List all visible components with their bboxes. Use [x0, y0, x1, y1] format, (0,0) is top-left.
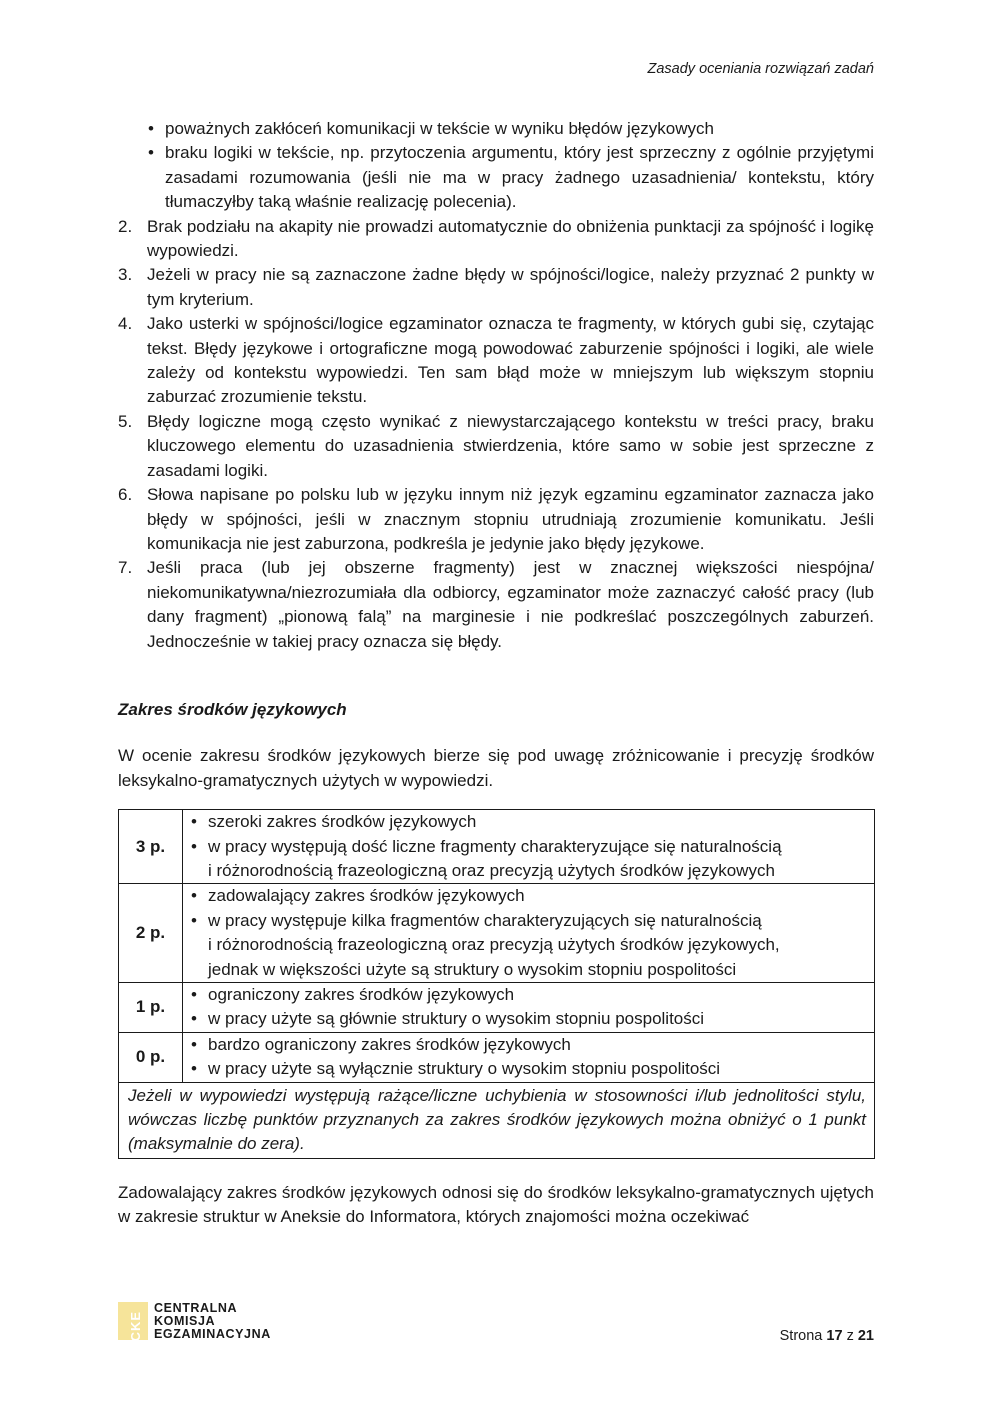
bullet-icon: • [148, 119, 154, 138]
description-cell: • zadowalający zakres środków językowych • w pracy występuje kilka fragmentów charakteryzujących się naturalnością i różnorodnością frazeologiczną oraz precyzją użytych środków językowych, jednak w większości użyte są struktury o wysokim stopniu pospolitości [183, 884, 875, 983]
numbered-list [118, 215, 874, 654]
bullet-list [118, 117, 874, 215]
page-number: Strona 17 z 21 [779, 1328, 874, 1344]
logo-mark: CKE [118, 1302, 148, 1340]
numbered-item: 3. Jeżeli w pracy nie są zaznaczone żadne błędy w spójności/logice, należy przyznać 2 punkty w tym kryterium. [118, 265, 874, 309]
bullet-icon: • [191, 836, 197, 856]
table-row [119, 1032, 875, 1082]
bullet-icon: • [191, 1034, 197, 1054]
bullet-item: • poważnych zakłóceń komunikacji w tekście w wyniku błędów językowych [165, 117, 874, 141]
section-title: Zakres środków językowych [118, 699, 347, 719]
bullet-icon: • [191, 1009, 197, 1029]
points-cell: 2 p. [119, 884, 183, 983]
table-note-row [119, 1082, 875, 1158]
bullet-icon: • [191, 812, 197, 832]
bullet-item: • braku logiki w tekście, np. przytoczenia argumentu, który jest sprzeczny z ogólnie przyjętymi zasadami rozumowania (jeśli nie ma w pracy żadnego uzasadnienia/ kontekstu, który tłumaczyłby taką właśnie realizację polecenia). [148, 143, 874, 212]
bullet-icon: • [191, 985, 197, 1004]
bullet-icon: • [191, 910, 197, 930]
numbered-item: 6. Słowa napisane po polsku lub w języku innym niż język egzaminu egzaminator zaznacza jako błędy w spójności, jeśli w znacznym stopniu utrudniają zrozumienie komunikatu. Jeśli komunikacja nie jest zaburzona, podkreśla je jedynie jako błędy językowe. [118, 485, 874, 553]
description-cell: • szeroki zakres środków językowych • w pracy występują dość liczne fragmenty charakteryzujące się naturalnością i różnorodnością frazeologiczną oraz precyzją użytych środków językowych [183, 810, 875, 884]
table-row [119, 983, 875, 1033]
page-content [118, 117, 874, 1230]
numbered-item: 7. Jeśli praca (lub jej obszerne fragmenty) jest w znacznej większości niespójna/ niekomunikatywna/niezrozumiała dla odbiorcy, egzaminator może zaznaczyć całość pracy (lub dany fragment) „pionową falą” na marginesie i nie podkreślać poszczególnych zaburzeń. Jednocześnie w takiej pracy oznacza się błędy. [118, 558, 874, 651]
outro-paragraph: Zadowalający zakres środków językowych odnosi się do środków leksykalno-gramatycznych ujętych w zakresie struktur w Aneksie do Informatora, których znajomości można oczekiwać [118, 1182, 874, 1227]
bullet-icon: • [191, 1059, 197, 1079]
points-cell: 0 p. [119, 1032, 183, 1082]
numbered-item: 2. Brak podziału na akapity nie prowadzi automatycznie do obniżenia punktacji za spójność i logikę wypowiedzi. [118, 216, 874, 261]
cke-logo [118, 1302, 271, 1340]
numbered-item: 5. Błędy logiczne mogą często wynikać z niewystarczającego kontekstu w treści pracy, braku kluczowego elementu do uzasadnienia stwierdzenia, które samo w sobie jest sprzeczne z zasadami logiki. [118, 411, 874, 480]
section-intro: W ocenie zakresu środków językowych bierze się pod uwagę zróżnicowanie i precyzję środków leksykalno-gramatycznych użytych w wypowiedzi. [118, 746, 874, 790]
criteria-table [118, 809, 875, 1159]
points-cell: 3 p. [119, 810, 183, 884]
bullet-icon: • [148, 143, 154, 163]
description-cell: • ograniczony zakres środków językowych • w pracy użyte są głównie struktury o wysokim stopniu pospolitości [183, 983, 875, 1033]
logo-text: CENTRALNA KOMISJA EGZAMINACYJNA [154, 1300, 271, 1341]
table-row [119, 884, 875, 983]
numbered-item: 4. Jako usterki w spójności/logice egzaminator oznacza te fragmenty, w których gubi się, czytając tekst. Błędy językowe i ortograficzne mogą powodować zaburzenie spójności i logiki, ale wiele zależy od kontekstu wypowiedzi. Ten sam błąd może w mniejszym lub większym stopniu zaburzać zrozumienie tekstu. [118, 314, 874, 407]
description-cell: • bardzo ograniczony zakres środków językowych • w pracy użyte są wyłącznie struktury o wysokim stopniu pospolitości [183, 1032, 875, 1082]
page-header: Zasady oceniania rozwiązań zadań [647, 61, 874, 77]
table-note: Jeżeli w wypowiedzi występują rażące/liczne uchybienia w stosowności i/lub jednolitości stylu, wówczas liczbę punktów przyznanych za zakres środków językowych można obniżyć o 1 punkt (maksymalnie do zera). [119, 1082, 875, 1158]
points-cell: 1 p. [119, 983, 183, 1033]
bullet-icon: • [191, 886, 197, 906]
table-row [119, 810, 875, 884]
